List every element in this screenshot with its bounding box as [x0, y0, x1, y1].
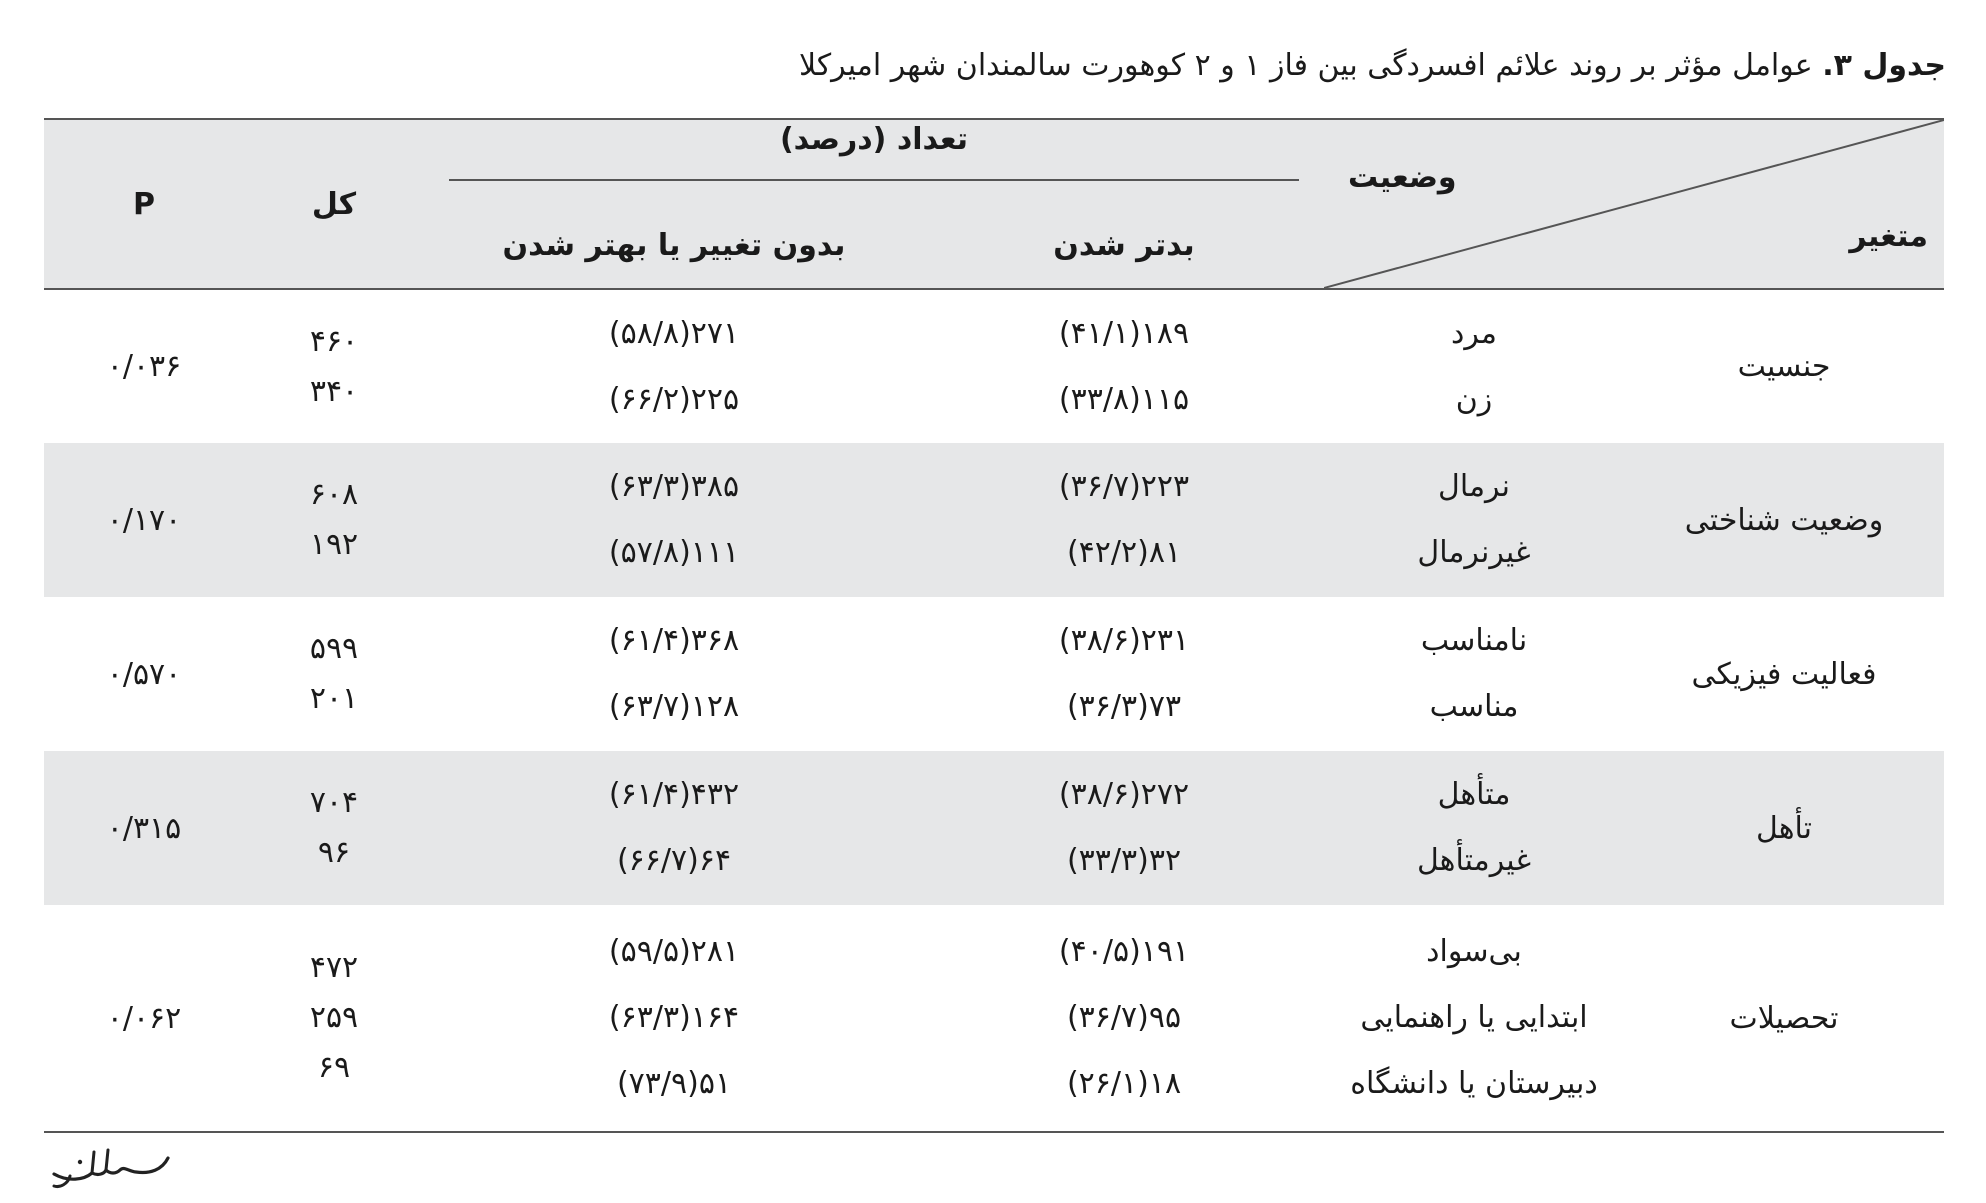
header-variable: متغیر: [1849, 219, 1928, 254]
worsened-value: ۳۲(۳۳/۳): [1066, 843, 1182, 878]
worsened-value: ۱۸(۲۶/۱): [1066, 1066, 1182, 1101]
status-value: مرد: [1451, 315, 1497, 351]
table-row: [44, 751, 1944, 905]
table-row: [44, 597, 1944, 751]
status-cell: [1324, 751, 1624, 905]
p-cell: ۰/۰۶۲: [106, 1000, 182, 1036]
no-change-value: ۳۸۵(۶۳/۳): [608, 469, 740, 504]
worsened-cell: [924, 905, 1324, 1132]
status-value: دبیرستان یا دانشگاه: [1350, 1066, 1598, 1101]
worsened-value: ۲۲۳(۳۶/۷): [1058, 469, 1190, 504]
no-change-cell: [424, 905, 924, 1132]
caption-label: جدول ۳.: [1822, 48, 1946, 83]
header-p: P: [44, 119, 244, 289]
diagonal-header-cell: [1324, 119, 1944, 289]
no-change-value: ۶۴(۶۶/۷): [616, 843, 732, 878]
no-change-value: ۳۶۸(۶۱/۴): [608, 623, 740, 658]
status-cell: [1324, 443, 1624, 597]
p-cell: ۰/۳۱۵: [44, 751, 244, 905]
table-caption: [799, 48, 1946, 83]
total-cell: [244, 289, 424, 443]
no-change-value: ۱۱۱(۵۷/۸): [608, 535, 740, 570]
status-value: بی‌سواد: [1426, 934, 1522, 969]
variable-cell: وضعیت شناختی: [1624, 443, 1944, 597]
variable-cell: جنسیت: [1737, 349, 1831, 384]
worsened-value: ۱۹۱(۴۰/۵): [1058, 934, 1190, 969]
caption-text: عوامل مؤثر بر روند علائم افسردگی بین فاز ۱ و ۲ کوهورت سالمندان شهر امیرکلا: [799, 48, 1823, 83]
table-container: [44, 118, 1944, 1133]
header-worsened: بدتر شدن: [924, 203, 1324, 289]
total-cell: [244, 443, 424, 597]
worsened-value: ۲۳۱(۳۸/۶): [1058, 623, 1190, 658]
status-value: ابتدایی یا راهنمایی: [1360, 1000, 1588, 1035]
no-change-value: ۱۲۸(۶۳/۷): [608, 689, 740, 724]
variable-cell: تحصیلات: [1729, 1000, 1839, 1036]
p-cell: ۰/۵۷۰: [106, 656, 182, 692]
p-cell: ۰/۱۷۰: [44, 443, 244, 597]
status-value: غیرمتأهل: [1416, 843, 1532, 878]
journal-logo: [50, 1140, 170, 1190]
no-change-value: ۲۲۵(۶۶/۲): [608, 381, 740, 417]
worsened-value: ۱۸۹(۴۱/۱): [1058, 315, 1190, 351]
worsened-cell: [924, 443, 1324, 597]
total-value: ۳۴۰: [309, 373, 359, 409]
variable-cell: تأهل: [1624, 751, 1944, 905]
results-table: [44, 118, 1944, 1133]
worsened-cell: [924, 289, 1324, 443]
status-cell: [1324, 905, 1624, 1132]
no-change-cell: [424, 751, 924, 905]
worsened-value: ۷۳(۳۶/۳): [1066, 689, 1182, 724]
total-value: ۶۰۸: [309, 477, 359, 512]
table-header: [44, 119, 1944, 289]
table-row: [44, 289, 1944, 443]
status-value: مناسب: [1429, 689, 1519, 724]
header-status: وضعیت: [1348, 160, 1457, 195]
no-change-value: ۲۸۱(۵۹/۵): [608, 934, 740, 969]
total-value: ۷۰۴: [309, 785, 359, 820]
table-body: [44, 289, 1944, 1132]
worsened-value: ۱۱۵(۳۳/۸): [1058, 381, 1190, 417]
no-change-cell: [424, 597, 924, 751]
status-cell: [1324, 289, 1624, 443]
variable-cell: فعالیت فیزیکی: [1691, 656, 1877, 692]
total-value: ۵۹۹: [309, 631, 359, 666]
status-value: غیرنرمال: [1417, 535, 1531, 570]
no-change-cell: [424, 443, 924, 597]
no-change-cell: [424, 289, 924, 443]
p-cell: ۰/۰۳۶: [106, 349, 182, 384]
status-value: زن: [1455, 381, 1493, 417]
no-change-value: ۵۱(۷۳/۹): [616, 1066, 732, 1101]
total-value: ۲۰۱: [309, 681, 359, 716]
total-value: ۱۹۲: [309, 527, 359, 562]
total-value: ۹۶: [317, 835, 351, 870]
status-value: نامناسب: [1420, 623, 1528, 658]
header-count-percent: تعداد (درصد): [424, 119, 1324, 203]
no-change-value: ۴۳۲(۶۱/۴): [608, 777, 740, 812]
status-value: متأهل: [1437, 777, 1511, 812]
total-cell: [244, 905, 424, 1132]
worsened-value: ۸۱(۴۲/۲): [1066, 535, 1182, 570]
total-cell: [244, 597, 424, 751]
worsened-value: ۲۷۲(۳۸/۶): [1058, 777, 1190, 812]
no-change-value: ۲۷۱(۵۸/۸): [608, 315, 740, 351]
status-value: نرمال: [1438, 469, 1510, 504]
status-cell: [1324, 597, 1624, 751]
total-value: ۴۶۰: [309, 323, 359, 359]
worsened-value: ۹۵(۳۶/۷): [1066, 1000, 1182, 1035]
worsened-cell: [924, 597, 1324, 751]
no-change-value: ۱۶۴(۶۳/۳): [608, 1000, 740, 1035]
diagonal-line: [1324, 120, 1944, 288]
total-cell: [244, 751, 424, 905]
table-row: [44, 905, 1944, 1132]
header-no-change: بدون تغییر یا بهتر شدن: [424, 203, 924, 289]
header-total: کل: [244, 119, 424, 289]
worsened-cell: [924, 751, 1324, 905]
total-value: ۴۷۲: [309, 950, 359, 985]
table-row: [44, 443, 1944, 597]
total-value: ۲۵۹: [309, 1000, 359, 1035]
total-value: ۶۹: [317, 1050, 351, 1085]
